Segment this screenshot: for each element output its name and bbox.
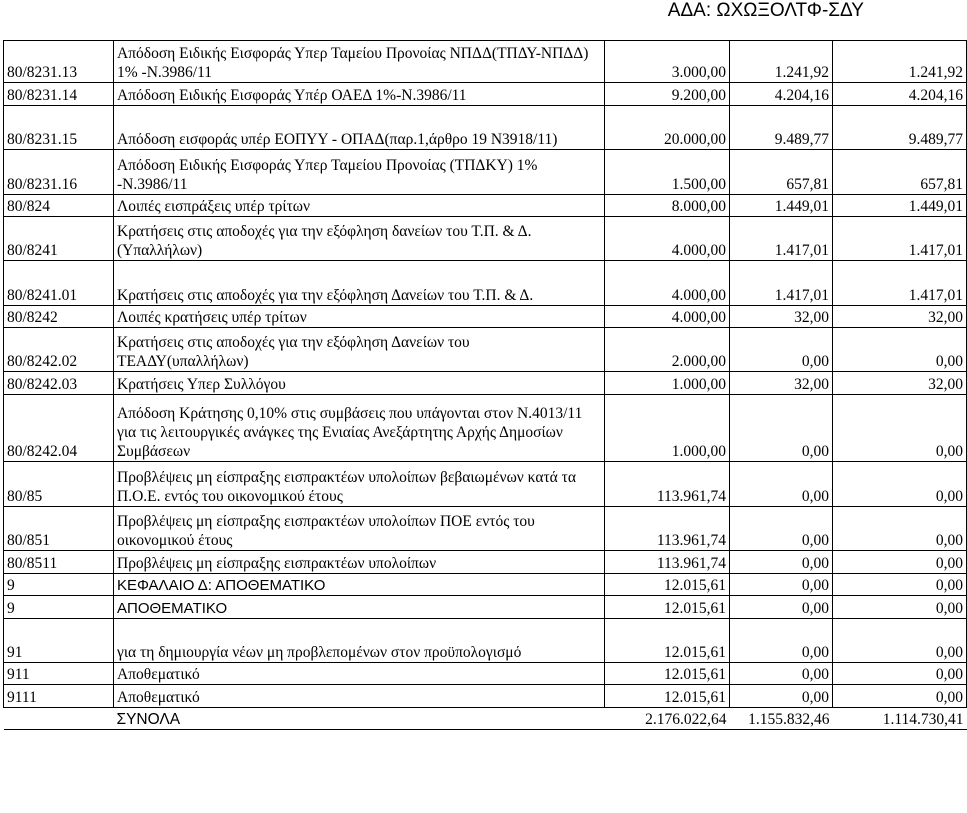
table-row — [4, 306, 967, 328]
account-description: Λοιπές κρατήσεις υπέρ τρίτων — [114, 306, 605, 328]
certified-amount: 0,00 — [730, 395, 833, 462]
budgeted-amount: 113.961,74 — [605, 462, 730, 507]
collected-amount: 0,00 — [833, 685, 967, 708]
account-code: 80/8241 — [4, 217, 114, 261]
budgeted-amount: 1.500,00 — [605, 150, 730, 195]
table-row — [4, 596, 967, 619]
account-code: 80/824 — [4, 195, 114, 217]
totals-label: ΣΥΝΟΛΑ — [114, 708, 605, 730]
budgeted-amount: 20.000,00 — [605, 106, 730, 150]
account-description: Κρατήσεις στις αποδοχές για την εξόφληση δανείων του Τ.Π. & Δ. (Υπαλλήλων) — [114, 217, 605, 261]
account-code: 80/8231.13 — [4, 41, 114, 83]
table-row — [4, 41, 967, 83]
account-description: Προβλέψεις μη είσπραξης εισπρακτέων υπολοίπων — [114, 551, 605, 574]
budgeted-amount: 113.961,74 — [605, 507, 730, 551]
certified-amount: 1.417,01 — [730, 261, 833, 306]
account-code: 80/8242.04 — [4, 395, 114, 462]
account-code: 80/8231.15 — [4, 106, 114, 150]
certified-amount: 9.489,77 — [730, 106, 833, 150]
certified-amount: 0,00 — [730, 596, 833, 619]
account-description: Απόδοση εισφοράς υπέρ ΕΟΠΥΥ - ΟΠΑΔ(παρ.1,άρθρο 19 Ν3918/11) — [114, 106, 605, 150]
account-code: 80/851 — [4, 507, 114, 551]
account-description: για τη δημιουργία νέων μη προβλεπομένων στον προϋπολογισμό — [114, 619, 605, 663]
budgeted-amount: 4.000,00 — [605, 306, 730, 328]
budgeted-amount: 2.000,00 — [605, 328, 730, 372]
account-description: Απόδοση Ειδικής Εισφοράς Υπερ Ταμείου Προνοίας ΝΠΔΔ(ΤΠΔΥ-ΝΠΔΔ) 1% -Ν.3986/11 — [114, 41, 605, 83]
table-row — [4, 195, 967, 217]
collected-amount: 0,00 — [833, 551, 967, 574]
table-row — [4, 217, 967, 261]
account-description: Προβλέψεις μη είσπραξης εισπρακτέων υπολοίπων ΠΟΕ εντός του οικονομικού έτους — [114, 507, 605, 551]
table-row — [4, 261, 967, 306]
budgeted-amount: 4.000,00 — [605, 217, 730, 261]
account-code: 9 — [4, 596, 114, 619]
account-code: 9 — [4, 574, 114, 596]
certified-amount: 1.417,01 — [730, 217, 833, 261]
account-code: 91 — [4, 619, 114, 663]
certified-amount: 0,00 — [730, 663, 833, 685]
collected-amount: 4.204,16 — [833, 83, 967, 106]
table-body — [4, 41, 967, 730]
certified-amount: 0,00 — [730, 574, 833, 596]
collected-amount: 0,00 — [833, 507, 967, 551]
collected-amount: 1.417,01 — [833, 217, 967, 261]
collected-amount: 0,00 — [833, 574, 967, 596]
account-code: 80/8231.16 — [4, 150, 114, 195]
account-code: 80/8511 — [4, 551, 114, 574]
account-description: ΑΠΟΘΕΜΑΤΙΚΟ — [114, 596, 605, 619]
budgeted-amount: 12.015,61 — [605, 619, 730, 663]
budgeted-amount: 12.015,61 — [605, 685, 730, 708]
table-row — [4, 619, 967, 663]
account-description: ΚΕΦΑΛΑΙΟ Δ: ΑΠΟΘΕΜΑΤΙΚΟ — [114, 574, 605, 596]
budgeted-amount: 113.961,74 — [605, 551, 730, 574]
account-code: 80/85 — [4, 462, 114, 507]
account-code: 80/8242.02 — [4, 328, 114, 372]
totals-row — [4, 708, 967, 730]
account-code: 80/8231.14 — [4, 83, 114, 106]
certified-amount: 1.449,01 — [730, 195, 833, 217]
certified-amount: 0,00 — [730, 551, 833, 574]
collected-amount: 657,81 — [833, 150, 967, 195]
account-description: Κρατήσεις στις αποδοχές για την εξόφληση Δανείων του Τ.Π. & Δ. — [114, 261, 605, 306]
table-row — [4, 106, 967, 150]
collected-amount: 0,00 — [833, 663, 967, 685]
collected-amount: 0,00 — [833, 462, 967, 507]
collected-amount: 0,00 — [833, 328, 967, 372]
account-description: Κρατήσεις Υπερ Συλλόγου — [114, 372, 605, 395]
budgeted-amount: 8.000,00 — [605, 195, 730, 217]
certified-amount: 0,00 — [730, 619, 833, 663]
account-code: 9111 — [4, 685, 114, 708]
account-code: 911 — [4, 663, 114, 685]
account-code: 80/8242.03 — [4, 372, 114, 395]
account-code: 80/8242 — [4, 306, 114, 328]
table-row — [4, 685, 967, 708]
table-row — [4, 551, 967, 574]
table-row — [4, 663, 967, 685]
certified-amount: 32,00 — [730, 306, 833, 328]
total-budgeted: 2.176.022,64 — [605, 708, 730, 730]
account-description: Απόδοση Κράτησης 0,10% στις συμβάσεις που υπάγονται στον Ν.4013/11 για τις λειτουργικές ανάγκες της Ενιαίας Ανεξάρτητης Αρχής Δημοσίων Συμβάσεων — [114, 395, 605, 462]
account-description: Απόδοση Ειδικής Εισφοράς Υπέρ ΟΑΕΔ 1%-Ν.3986/11 — [114, 83, 605, 106]
collected-amount: 1.417,01 — [833, 261, 967, 306]
table-row — [4, 574, 967, 596]
certified-amount: 657,81 — [730, 150, 833, 195]
account-description: Κρατήσεις στις αποδοχές για την εξόφληση Δανείων του ΤΕΑΔΥ(υπαλλήλων) — [114, 328, 605, 372]
ada-code: ΑΔΑ: ΩΧΩΞΟΛΤΦ-ΣΔΥ — [667, 0, 864, 21]
collected-amount: 0,00 — [833, 619, 967, 663]
table-row — [4, 462, 967, 507]
budgeted-amount: 3.000,00 — [605, 41, 730, 83]
budgeted-amount: 1.000,00 — [605, 395, 730, 462]
certified-amount: 1.241,92 — [730, 41, 833, 83]
budgeted-amount: 9.200,00 — [605, 83, 730, 106]
total-certified: 1.155.832,46 — [730, 708, 833, 730]
account-description: Αποθεματικό — [114, 685, 605, 708]
collected-amount: 1.241,92 — [833, 41, 967, 83]
budgeted-amount: 12.015,61 — [605, 596, 730, 619]
table-row — [4, 507, 967, 551]
account-description: Αποθεματικό — [114, 663, 605, 685]
account-code: 80/8241.01 — [4, 261, 114, 306]
table-row — [4, 150, 967, 195]
budgeted-amount: 12.015,61 — [605, 663, 730, 685]
account-description: Προβλέψεις μη είσπραξης εισπρακτέων υπολοίπων βεβαιωμένων κατά τα Π.Ο.Ε. εντός του οικονομικού έτους — [114, 462, 605, 507]
collected-amount: 1.449,01 — [833, 195, 967, 217]
budgeted-amount: 4.000,00 — [605, 261, 730, 306]
budgeted-amount: 12.015,61 — [605, 574, 730, 596]
account-description: Λοιπές εισπράξεις υπέρ τρίτων — [114, 195, 605, 217]
table-row — [4, 395, 967, 462]
table-row — [4, 83, 967, 106]
account-description: Απόδοση Ειδικής Εισφοράς Υπερ Ταμείου Προνοίας (ΤΠΔΚΥ) 1% -Ν.3986/11 — [114, 150, 605, 195]
collected-amount: 9.489,77 — [833, 106, 967, 150]
certified-amount: 4.204,16 — [730, 83, 833, 106]
table-row — [4, 328, 967, 372]
table-row — [4, 372, 967, 395]
certified-amount: 0,00 — [730, 507, 833, 551]
certified-amount: 32,00 — [730, 372, 833, 395]
certified-amount: 0,00 — [730, 328, 833, 372]
budgeted-amount: 1.000,00 — [605, 372, 730, 395]
collected-amount: 0,00 — [833, 596, 967, 619]
total-collected: 1.114.730,41 — [833, 708, 967, 730]
collected-amount: 0,00 — [833, 395, 967, 462]
certified-amount: 0,00 — [730, 462, 833, 507]
totals-code — [4, 708, 114, 730]
certified-amount: 0,00 — [730, 685, 833, 708]
budget-table — [3, 40, 967, 730]
collected-amount: 32,00 — [833, 306, 967, 328]
collected-amount: 32,00 — [833, 372, 967, 395]
